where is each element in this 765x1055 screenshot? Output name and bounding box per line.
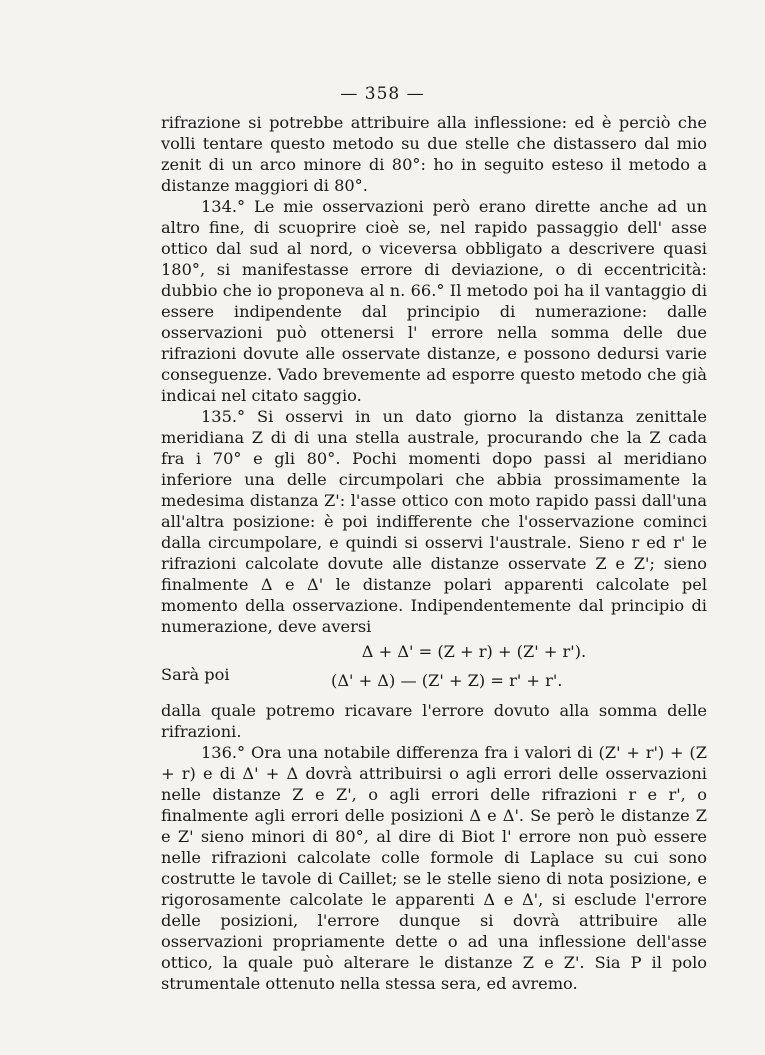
- paragraph-135: 135.° Si osservi in un dato giorno la distanza zenittale meridiana Z di di una stella australe, procurando che la Z cada fra i 70° e gli 80°. Pochi momenti dopo passi al meridiano inferiore una delle circumpolari che abbia prossimamente la medesima distanza Z': l'asse ottico con moto rapido passi dall'una all'altra posizione: è poi indifferente che l'osservazione cominci dalla circumpolare, e quindi si osservi l'australe. Sieno r ed r' le rifrazioni calcolate dovute alle distanze osservate Z e Z'; sieno finalmente Δ e Δ' le distanze polari apparenti calcolate pel momento della osservazione. Indipendentemente dal principio di numerazione, deve aversi: [161, 407, 707, 636]
- equation-2: (Δ' + Δ) — (Z' + Z) = r' + r'.: [331, 671, 563, 690]
- body-text: [161, 112, 707, 994]
- paragraph-equation-note: dalla quale potremo ricavare l'errore dovuto alla somma delle rifrazioni.: [161, 701, 707, 741]
- sara-poi-label: Sarà poi: [161, 665, 230, 684]
- paragraph-continuation: rifrazione si potrebbe attribuire alla inflessione: ed è perciò che volli tentare questo metodo su due stelle che distassero dal mio zenit di un arco minore di 80°: ho in seguito esteso il metodo a distanze maggiori di 80°.: [161, 113, 707, 195]
- equation-2-row: [161, 664, 707, 688]
- paragraph-134: 134.° Le mie osservazioni però erano dirette anche ad un altro fine, di scuoprire cioè se, nel rapido passaggio dell' asse ottico dal sud al nord, o viceversa obbligato a descrivere quasi 180°, si manifestasse errore di deviazione, o di eccentricità: dubbio che io proponeva al n. 66.° Il metodo poi ha il vantaggio di essere indipendente dal principio di numerazione: dalle osservazioni può ottenersi l' errore nella somma delle due rifrazioni dovute alle osservate distanze, e possono dedursi varie conseguenze. Vado brevemente ad esporre questo metodo che già indicai nel citato saggio.: [161, 197, 707, 405]
- equation-1: Δ + Δ' = (Z + r) + (Z' + r').: [361, 642, 587, 661]
- page-number: — 358 —: [340, 84, 425, 104]
- paragraph-136: 136.° Ora una notabile differenza fra i valori di (Z' + r') + (Z + r) e di Δ' + Δ dovrà attribuirsi o agli errori delle osservazioni nelle distanze Z e Z', o agli errori delle rifrazioni r e r', o finalmente agli errori delle posizioni Δ e Δ'. Se però le distanze Z e Z' sieno minori di 80°, al dire di Biot l' errore non può essere nelle rifrazioni calcolate colle formole di Laplace su cui sono costrutte le tavole di Caillet; se le stelle sieno di nota posizione, e rigorosamente calcolate le apparenti Δ e Δ', si esclude l'errore delle posizioni, l'errore dunque si dovrà attribuire alle osservazioni propriamente dette o ad una inflessione dell'asse ottico, la quale può alterare le distanze Z e Z'. Sia P il polo strumentale ottenuto nella stessa sera, ed avremo.: [161, 743, 707, 993]
